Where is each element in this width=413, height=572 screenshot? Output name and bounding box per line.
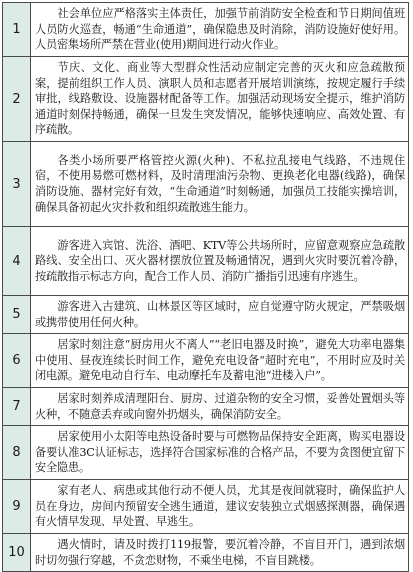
tip-text: 游客进入宾馆、洗浴、酒吧、KTV等公共场所时，应留意观察应急疏散路线、安全出口、灭火器材摆放位置及畅通情况，遇到火灾时要沉着冷静，按疏散指示标志方向，配合工作人员、消防广播指引迅速有序逃生。 [31,227,409,296]
tip-text: 节庆、文化、商业等大型群众性活动应制定完善的灭火和应急疏散预案，提前组织工作人员、演职人员和志愿者开展培训演练，按规定履行手续审批，线路敷设、设施器材配备等工作。加强活动现场安全提示，维护消防通道时刻保持畅通，确保一旦发生突发情况，能够快速响应、高效处置、有序疏散。 [31,57,409,142]
tip-text: 遇火情时，请及时拨打119报警，要沉着冷静，不盲目开门，遇到浓烟时切勿强行穿越，不贪恋财物，不乘坐电梯，不盲目跳楼。 [31,534,409,572]
tip-text: 居家时刻注意“厨房用火不离人”“老旧电器及时换”，避免大功率电器集中使用、昼夜连续长时间工作，避免充电设备“超时充电”，不用时应及时关闭电源。避免电动自行车、电动摩托车及蓄电池“进楼入户”。 [31,334,409,388]
table-row [3,227,409,296]
table-row [3,3,409,57]
table-row [3,142,409,227]
table-row [3,480,409,534]
row-number: 9 [3,480,31,534]
row-number: 4 [3,227,31,296]
row-number: 2 [3,57,31,142]
row-number: 5 [3,296,31,334]
tip-text: 游客进入古建筑、山林景区等区域时，应自觉遵守防火规定，严禁吸烟或携带使用任何火种。 [31,296,409,334]
tip-text: 居家时刻养成清理阳台、厨房、过道杂物的安全习惯，妥善处置烟头等火种，不随意丢弃或向窗外扔烟头，确保消防安全。 [31,388,409,426]
row-number: 8 [3,426,31,480]
table-row [3,534,409,572]
table-row [3,426,409,480]
fire-safety-tips-table [2,2,409,572]
row-number: 10 [3,534,31,572]
tip-text: 居家使用小太阳等电热设备时要与可燃物品保持安全距离，购买电器设备要认准3C认证标志，选择符合国家标准的合格产品，不要为贪图便宜留下安全隐患。 [31,426,409,480]
row-number: 7 [3,388,31,426]
tip-text: 家有老人、病患或其他行动不便人员，尤其是夜间就寝时，确保监护人员在身边，房间内预留安全逃生通道，建议安装独立式烟感探测器，确保遇有火情早发现、早处置、早逃生。 [31,480,409,534]
table-row [3,57,409,142]
row-number: 6 [3,334,31,388]
tip-text: 各类小场所要严格管控火源(火种)、不私拉乱接电气线路，不违规住宿，不使用易燃可燃材料，及时清理油污杂物、更换老化电器(线路)，确保消防设施、器材完好有效，“生命通道”时刻畅通，加强员工技能实操培训，确保具备初起火灾扑救和组织疏散逃生能力。 [31,142,409,227]
row-number: 3 [3,142,31,227]
row-number: 1 [3,3,31,57]
table-row [3,388,409,426]
table-row [3,296,409,334]
tip-text: 社会单位应严格落实主体责任，加强节前消防安全检查和节日期间值班人员防火巡查，畅通“生命通道”，确保隐患及时消除，消防设施好使好用。人员密集场所严禁在营业(使用)期间进行动火作业。 [31,3,409,57]
table-row [3,334,409,388]
